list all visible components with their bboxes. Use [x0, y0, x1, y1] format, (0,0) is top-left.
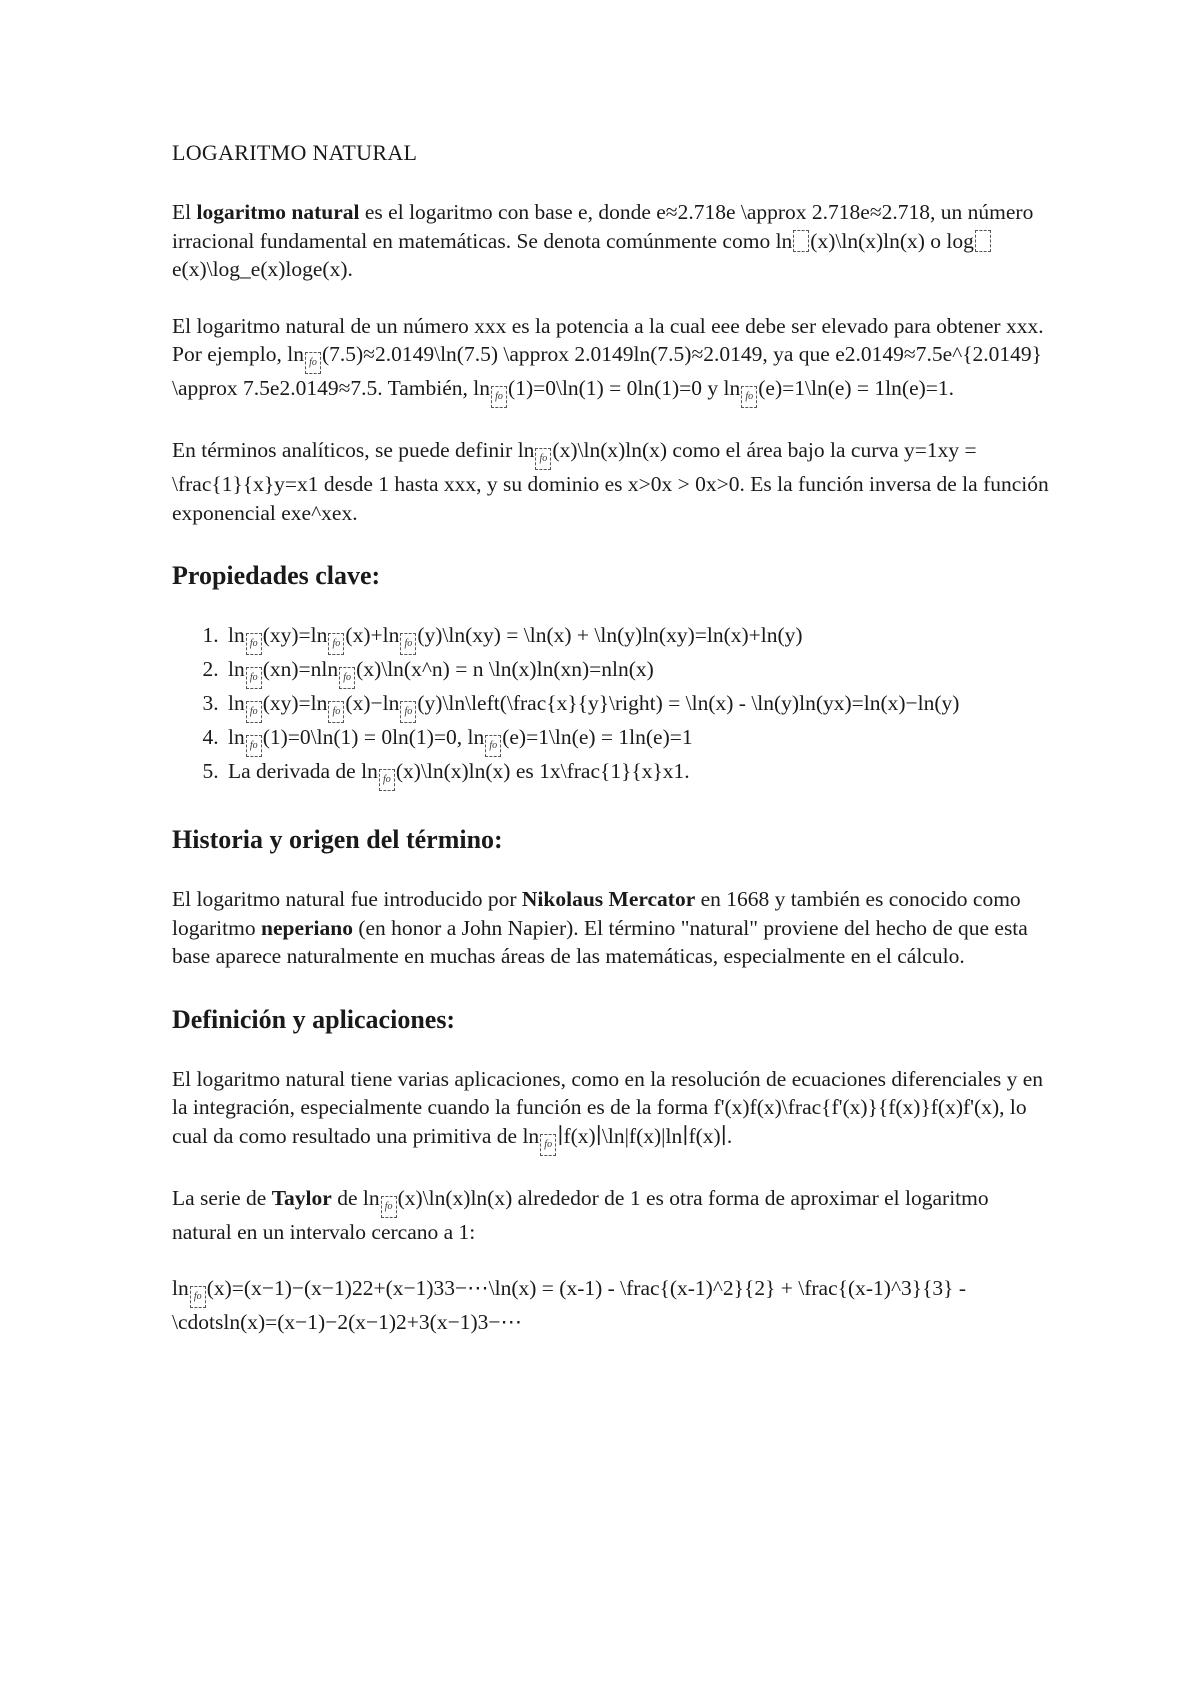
missing-glyph-icon: fo	[246, 667, 262, 689]
intro-paragraph-2: El logaritmo natural de un número xxx es la potencia a la cual eee debe ser elevado para obtener xxx. Por ejemplo, ln fo (7.5)≈2.0149\ln(7.5) \approx 2.0149ln(7.5)≈2.0149, ya que e2.0149≈7.5e^{2.0149} \approx 7.5e2.0149≈7.5. También, ln fo (1)=0\ln(1) = 0ln(1)=0 y ln fo (e)=1\ln(e) = 1ln(e)=1.	[172, 312, 1052, 409]
missing-glyph-icon: fo	[491, 386, 507, 408]
intro-paragraph-3: En términos analíticos, se puede definir ln fo (x)\ln(x)ln(x) como el área bajo la curva y=1xy = \frac{1}{x}y=x1 desde 1 hasta xxx, y su dominio es x>0x > 0x>0. Es la función inversa de la función exponencial exe^xex.	[172, 438, 1049, 525]
applications-paragraph-1: El logaritmo natural tiene varias aplicaciones, como en la resolución de ecuaciones diferenciales y en la integración, especialmente cuando la función es de la forma f'(x)f(x)\frac{f'(x)}{f(x)}f(x)f'(x), lo cual da como resultado una primitiva de ln fo ∣f(x)∣\ln|f(x)|ln∣f(x)∣.	[172, 1065, 1052, 1156]
missing-glyph-icon: fo	[328, 701, 344, 723]
missing-glyph-icon: fo	[741, 386, 757, 408]
intro-paragraph-1: El logaritmo natural es el logaritmo con base e, donde e≈2.718e \approx 2.718e≈2.718, un número irracional fundamental en matemáticas. Se denota comúnmente como ln (x)\ln(x)ln(x) o loge(x)\log_e(x)loge(x).	[172, 200, 1034, 281]
document-content	[172, 140, 1052, 1365]
missing-glyph-icon: fo	[246, 701, 262, 723]
missing-glyph-icon: fo	[246, 735, 262, 757]
list-item: 5. La derivada de ln fo (x)\ln(x)ln(x) es 1x\frac{1}{x}x1.	[224, 757, 1052, 791]
history-paragraph: El logaritmo natural fue introducido por Nikolaus Mercator en 1668 y también es conocido como logaritmo neperiano (en honor a John Napier). El término "natural" proviene del hecho de que esta base aparece naturalmente en muchas áreas de las matemáticas, especialmente en el cálculo.	[172, 887, 1028, 968]
section-heading-properties: Propiedades clave:	[172, 561, 381, 590]
bold-term: logaritmo natural	[196, 200, 360, 224]
missing-glyph-icon: fo	[328, 633, 344, 655]
bold-term: Nikolaus Mercator	[521, 887, 696, 911]
bold-term: neperiano	[260, 915, 353, 940]
applications-paragraph-2: La serie de Taylor de ln fo (x)\ln(x)ln(x) alrededor de 1 es otra forma de aproximar el logaritmo natural en un intervalo cercano a 1:	[172, 1185, 989, 1244]
properties-list	[172, 621, 1052, 791]
list-item: 3. ln fo (xy)=ln fo (x)−ln fo (y)\ln\left(\frac{x}{y}\right) = \ln(x) - \ln(y)ln(yx)=ln(x)−ln(y)	[224, 689, 1052, 723]
missing-glyph-icon: fo	[381, 1196, 397, 1218]
taylor-series-formula: ln fo (x)=(x−1)−(x−1)22+(x−1)33−⋯\ln(x) = (x-1) - \frac{(x-1)^2}{2} + \frac{(x-1)^3}{3} - \cdotsln(x)=(x−1)−2(x−1)2+3(x−1)3−⋯	[172, 1276, 967, 1334]
list-item: 2. ln fo (xn)=nln fo (x)\ln(x^n) = n \ln(x)ln(xn)=nln(x)	[224, 655, 1052, 689]
section-heading-history: Historia y origen del término:	[172, 825, 503, 854]
section-heading-applications: Definición y aplicaciones:	[172, 1004, 456, 1034]
missing-glyph-icon: fo	[305, 352, 321, 374]
missing-glyph-icon: fo	[339, 667, 355, 689]
missing-glyph-icon: fo	[540, 1134, 556, 1156]
missing-glyph-icon	[793, 230, 809, 252]
missing-glyph-icon: fo	[246, 633, 262, 655]
missing-glyph-icon: fo	[485, 735, 501, 757]
missing-glyph-icon: fo	[379, 769, 395, 791]
missing-glyph-icon: fo	[400, 701, 416, 723]
list-item: 4. ln fo (1)=0\ln(1) = 0ln(1)=0, ln fo (e)=1\ln(e) = 1ln(e)=1	[224, 723, 1052, 757]
document-title: LOGARITMO NATURAL	[172, 140, 418, 165]
missing-glyph-icon	[975, 230, 991, 252]
bold-term: Taylor	[271, 1185, 332, 1210]
list-item: 1. ln fo (xy)=ln fo (x)+ln fo (y)\ln(xy) = \ln(x) + \ln(y)ln(xy)=ln(x)+ln(y)	[224, 621, 1052, 655]
missing-glyph-icon: fo	[400, 633, 416, 655]
missing-glyph-icon: fo	[190, 1286, 206, 1308]
missing-glyph-icon: fo	[535, 448, 551, 470]
